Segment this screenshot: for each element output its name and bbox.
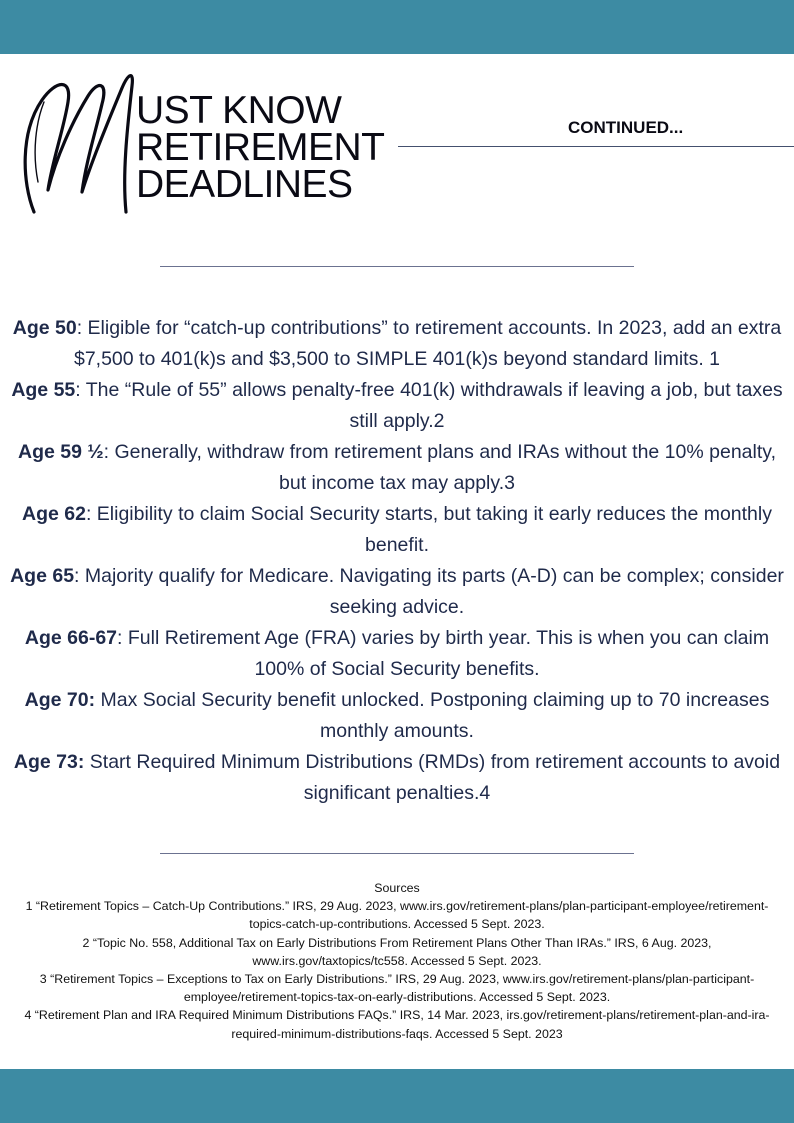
milestone-age: Age 73: <box>13 751 85 773</box>
milestone-text: : Generally, withdraw from retirement plans and IRAs without the 10% penalty, but income tax may apply.3 <box>103 441 776 494</box>
milestone-age-50 <box>10 313 784 375</box>
title-line-2: RETIREMENT <box>136 126 385 169</box>
continued-label: CONTINUED... <box>568 118 684 137</box>
script-m-letter <box>16 62 138 222</box>
source-citation-4: 4 “Retirement Plan and IRA Required Minimum Distributions FAQs.” IRS, 14 Mar. 2023, irs.gov/retirement-plans/retirement-plan-and-ira-required-minimum-distributions-faqs. Accessed 5 Sept. 2023 <box>24 1008 770 1041</box>
milestone-age-66-67 <box>10 623 784 685</box>
milestone-age: Age 65 <box>10 565 75 587</box>
source-citation-3: 3 “Retirement Topics – Exceptions to Tax on Early Distributions.” IRS, 29 Aug. 2023, www.irs.gov/retirement-plans/plan-participant-employee/retirement-topics-tax-on-early-distributions. Accessed 5 Sept. 2023. <box>39 972 755 1005</box>
milestone-age-65 <box>10 561 784 623</box>
milestone-text: : The “Rule of 55” allows penalty-free 401(k) withdrawals if leaving a job, but taxes still apply.2 <box>75 379 783 432</box>
title-line-3: DEADLINES <box>136 163 353 206</box>
milestone-text: : Full Retirement Age (FRA) varies by birth year. This is when you can claim 100% of Social Security benefits. <box>117 627 770 680</box>
milestone-text: Start Required Minimum Distributions (RMDs) from retirement accounts to avoid significant penalties.4 <box>84 751 781 804</box>
title-line-1: UST KNOW <box>136 89 342 132</box>
milestone-text: : Majority qualify for Medicare. Navigating its parts (A-D) can be complex; consider seeking advice. <box>74 565 784 618</box>
page-title <box>136 89 385 206</box>
milestone-age: Age 59 ½ <box>18 441 104 463</box>
milestone-text: : Eligible for “catch-up contributions” to retirement accounts. In 2023, add an extra $7,500 to 401(k)s and $3,500 to SIMPLE 401(k)s beyond standard limits. 1 <box>73 317 782 370</box>
bottom-color-band <box>0 1069 794 1123</box>
milestone-text: Max Social Security benefit unlocked. Postponing claiming up to 70 increases monthly amounts. <box>95 689 770 742</box>
source-citation-2: 2 “Topic No. 558, Additional Tax on Early Distributions From Retirement Plans Other Than IRAs.” IRS, 6 Aug. 2023, www.irs.gov/taxtopics/tc558. Accessed 5 Sept. 2023. <box>82 935 712 968</box>
sources-section <box>20 879 774 1043</box>
source-citation-1: 1 “Retirement Topics – Catch-Up Contributions.” IRS, 29 Aug. 2023, www.irs.gov/retirement-plans/plan-participant-employee/retirement-topics-catch-up-contributions. Accessed 5 Sept. 2023. <box>25 899 769 932</box>
milestone-age: Age 50 <box>12 317 77 339</box>
header-rule <box>398 146 794 147</box>
milestone-text: : Eligibility to claim Social Security starts, but taking it early reduces the monthly benefit. <box>85 503 772 556</box>
milestone-age-70 <box>10 685 784 747</box>
milestone-age-59-half <box>10 437 784 499</box>
top-color-band <box>0 0 794 54</box>
milestone-list <box>10 313 784 809</box>
milestone-age-73 <box>10 747 784 809</box>
milestone-age: Age 70: <box>24 689 96 711</box>
divider-top <box>160 266 634 267</box>
divider-bottom <box>160 853 634 854</box>
milestone-age-55 <box>10 375 784 437</box>
milestone-age-62 <box>10 499 784 561</box>
milestone-age: Age 55 <box>11 379 76 401</box>
milestone-age: Age 62 <box>22 503 86 525</box>
milestone-age: Age 66-67 <box>24 627 118 649</box>
sources-heading: Sources <box>374 881 420 895</box>
